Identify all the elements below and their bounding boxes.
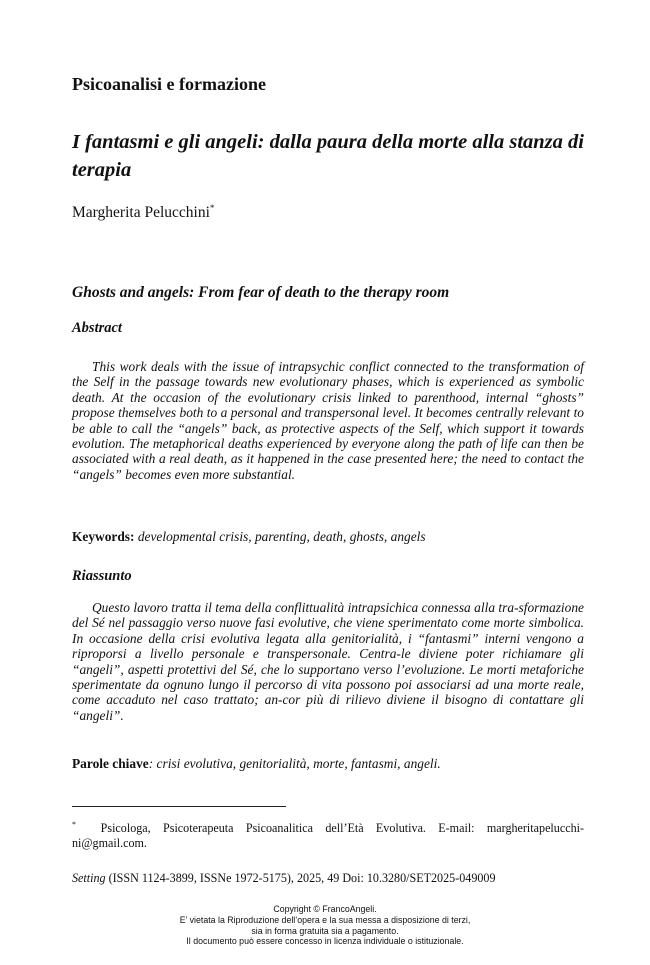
copyright-line-2: E’ vietata la Riproduzione dell’opera e la sua messa a disposizione di terzi, [179,914,471,925]
riassunto-text: Questo lavoro tratta il tema della conflittualità intrapsichica connessa alla tra-sformazione del Sé nel passaggio verso nuove fasi evolutive, che viene sperimentato come morte simbolica. In occasione della crisi evolutiva legata alla genitorialità, i “fantasmi” interni vengono a riproporsi a livello personale e transpersonale. Centra-le diviene poter richiamare gli “angeli”, aspetti protettivi del Sé, che lo supportano verso l’evoluzione. Le morti metaforiche sperimentate da ognuno lungo il percorso di vita possono poi associarsi ad una morte reale, come accaduto nel caso trattato; an-cor più di rilievo diviene il bisogno di contattare gli “angeli”. [72,600,584,723]
author-name: Margherita Pelucchini [72,204,210,222]
keywords-line [72,529,584,545]
citation-journal: Setting [72,871,106,885]
article-title: I fantasmi e gli angeli: dalla paura della morte alla stanza di terapia [72,131,584,181]
footnote-divider [72,806,286,807]
citation-details: (ISSN 1124-3899, ISSNe 1972-5175), 2025, 49 Doi: 10.3280/SET2025-049009 [108,871,496,885]
author-line [72,203,214,222]
abstract-heading: Abstract [72,320,122,336]
abstract-text: This work deals with the issue of intrapsychic conflict connected to the transformation of the Self in the passage towards new evolutionary phases, which is experienced as symbolic death. At the occasion of the evolutionary crisis linked to parenthood, internal “ghosts” propose themselves both to a personal and transpersonal level. It becomes centrally relevant to be able to call the “angels” back, as protective aspects of the Self, which support it towards evolution. The metaphorical deaths experienced by everyone along the path of life can then be associated with a real death, as it happened in the case presented here; the need to contact the “angels” becomes even more substantial. [72,359,584,482]
parole-chiave-line [72,756,584,772]
keywords-text: developmental crisis, parenting, death, ghosts, angels [137,529,426,544]
copyright-line-1: Copyright © FrancoAngeli. [273,904,377,914]
citation-line [72,871,496,886]
copyright-notice [0,904,650,947]
parole-chiave-label: Parole chiave [72,756,149,771]
riassunto-heading: Riassunto [72,568,132,584]
english-title: Ghosts and angels: From fear of death to the therapy room [72,284,450,301]
author-footnote-mark: * [209,203,215,213]
footnote [72,817,584,851]
copyright-line-4: Il documento può essere concesso in licenza individuale o istituzionale. [186,936,464,947]
footnote-text: Psicologa, Psicoterapeuta Psicoanalitica dell’Età Evolutiva. E-mail: margheritapelucchi-ni@gmail.com. [72,821,585,851]
footnote-mark: * [72,820,76,829]
keywords-label: Keywords: [72,529,135,544]
journal-section-heading: Psicoanalisi e formazione [72,74,266,94]
parole-chiave-text: : crisi evolutiva, genitorialità, morte, fantasmi, angeli. [148,756,441,771]
copyright-line-3: sia in forma gratuita sia a pagamento. [251,925,399,936]
